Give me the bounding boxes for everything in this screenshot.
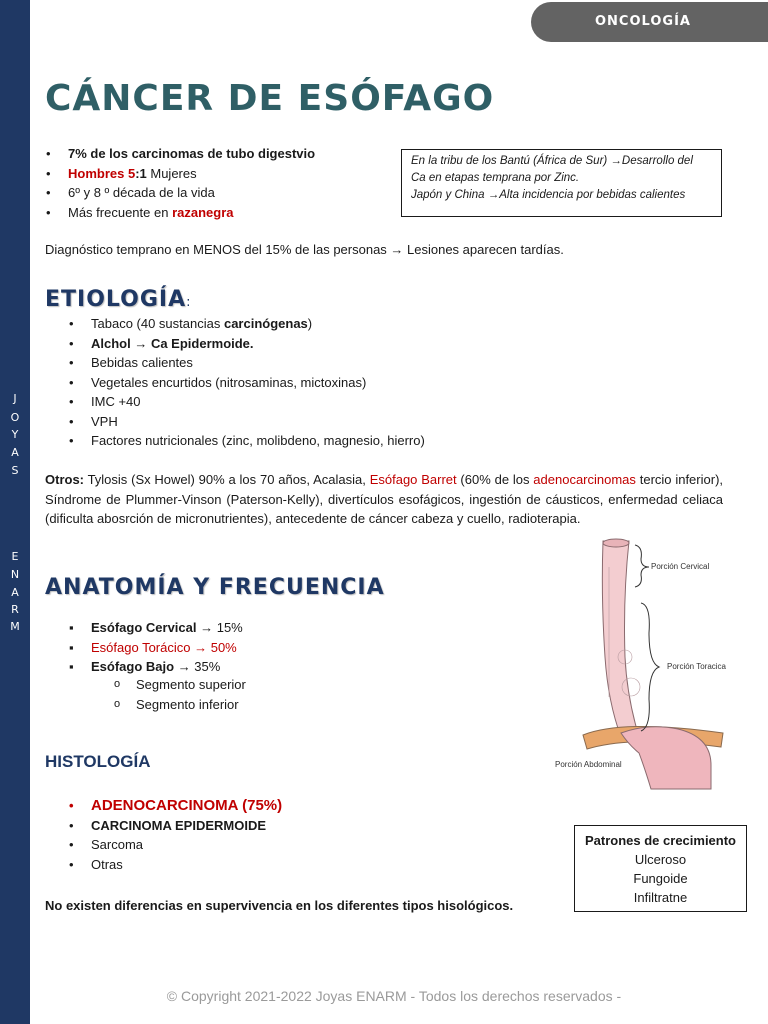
list-item: ▪ Esófago Cervical → 15% [91, 618, 243, 638]
histologia-note: No existen diferencias en supervivencia en los diferentes tipos hisológicos. [45, 898, 514, 913]
pattern-item: Infiltratne [633, 890, 688, 905]
side-letter: N [10, 568, 20, 581]
list-item: • Tabaco (40 sustancias carcinógenas) [91, 314, 425, 334]
histologia-heading: HISTOLOGÍA [45, 752, 151, 771]
histologia-list [91, 796, 282, 874]
list-item: • Hombres 5:1 Mujeres [68, 164, 315, 184]
side-letter: A [11, 446, 19, 459]
note-line: En la tribu de los Bantú (África de Sur) →Desarrollo del [411, 155, 693, 167]
list-item: • Vegetales encurtidos (nitrosaminas, mictoxinas) [91, 373, 425, 393]
pattern-item: Fungoide [633, 871, 688, 886]
side-letter: M [10, 620, 20, 633]
side-letter: O [10, 411, 20, 424]
side-bar [0, 0, 30, 1024]
list-item: • Sarcoma [91, 835, 282, 855]
side-letter: E [11, 550, 19, 563]
side-letter: J [13, 392, 17, 405]
list-item: • Alchol → Ca Epidermoide. [91, 334, 425, 354]
note-line: Ca en etapas temprana por Zinc. [411, 172, 580, 184]
list-item: • IMC +40 [91, 392, 425, 412]
list-item: • Factores nutricionales (zinc, molibdeno, magnesio, hierro) [91, 431, 425, 451]
list-item: • Otras [91, 855, 282, 875]
side-letter: R [11, 603, 19, 616]
pattern-item: Ulceroso [634, 852, 687, 867]
list-item: ▪ Esófago Torácico → 50% [91, 638, 243, 658]
label-toracica: Porción Toracica [667, 662, 726, 671]
note-box [401, 149, 722, 217]
patterns-title: Patrones de crecimiento [585, 833, 736, 848]
label-abdominal: Porción Abdominal [555, 760, 622, 769]
side-letter: S [11, 464, 19, 477]
list-item: • Bebidas calientes [91, 353, 425, 373]
list-item: ▪ Esófago Bajo → 35% [91, 657, 243, 677]
etiologia-heading: ETIOLOGÍA: [45, 287, 192, 312]
diagnosis-text: Diagnóstico temprano en MENOS del 15% de las personas → Lesiones aparecen tardías. [45, 242, 564, 257]
anatomia-list [91, 618, 243, 677]
list-item: o Segmento inferior [136, 695, 246, 715]
segment-list [136, 675, 246, 714]
etiologia-list [91, 314, 425, 451]
list-item: • Más frecuente en razanegra [68, 203, 315, 223]
list-item: • 7% de los carcinomas de tubo digestvio [68, 144, 315, 164]
section-tab: ONCOLOGÍA [531, 2, 768, 42]
copyright-footer: © Copyright 2021-2022 Joyas ENARM - Todos los derechos reservados - [166, 988, 622, 1004]
esophagus-diagram [553, 537, 768, 793]
side-letter: Y [11, 428, 19, 441]
list-item: • CARCINOMA EPIDERMOIDE [91, 816, 282, 836]
label-cervical: Porción Cervical [651, 562, 710, 571]
otros-paragraph: Otros: Tylosis (Sx Howel) 90% a los 70 años, Acalasia, Esófago Barret (60% de los adenocarcinomas tercio inferior), Síndrome de Plummer-Vinson (Paterson-Kelly), divertículos esofágicos, ingestión de cáusticos, enfermedad celiaca (dificulta abosrción de micronutrientes), antecedente de cáncer cabeza y cuello, radioterapia. [45, 472, 724, 526]
intro-list [68, 144, 315, 222]
anatomia-heading: ANATOMÍA Y FRECUENCIA [45, 575, 385, 600]
list-item: • 6º y 8 º década de la vida [68, 183, 315, 203]
list-item: o Segmento superior [136, 675, 246, 695]
list-item: • ADENOCARCINOMA (75%) [91, 796, 282, 816]
side-letter: A [11, 586, 19, 599]
note-line: Japón y China →Alta incidencia por bebidas calientes [411, 189, 686, 201]
patterns-box [574, 825, 747, 912]
page-title: CÁNCER DE ESÓFAGO [45, 78, 495, 119]
list-item: • VPH [91, 412, 425, 432]
